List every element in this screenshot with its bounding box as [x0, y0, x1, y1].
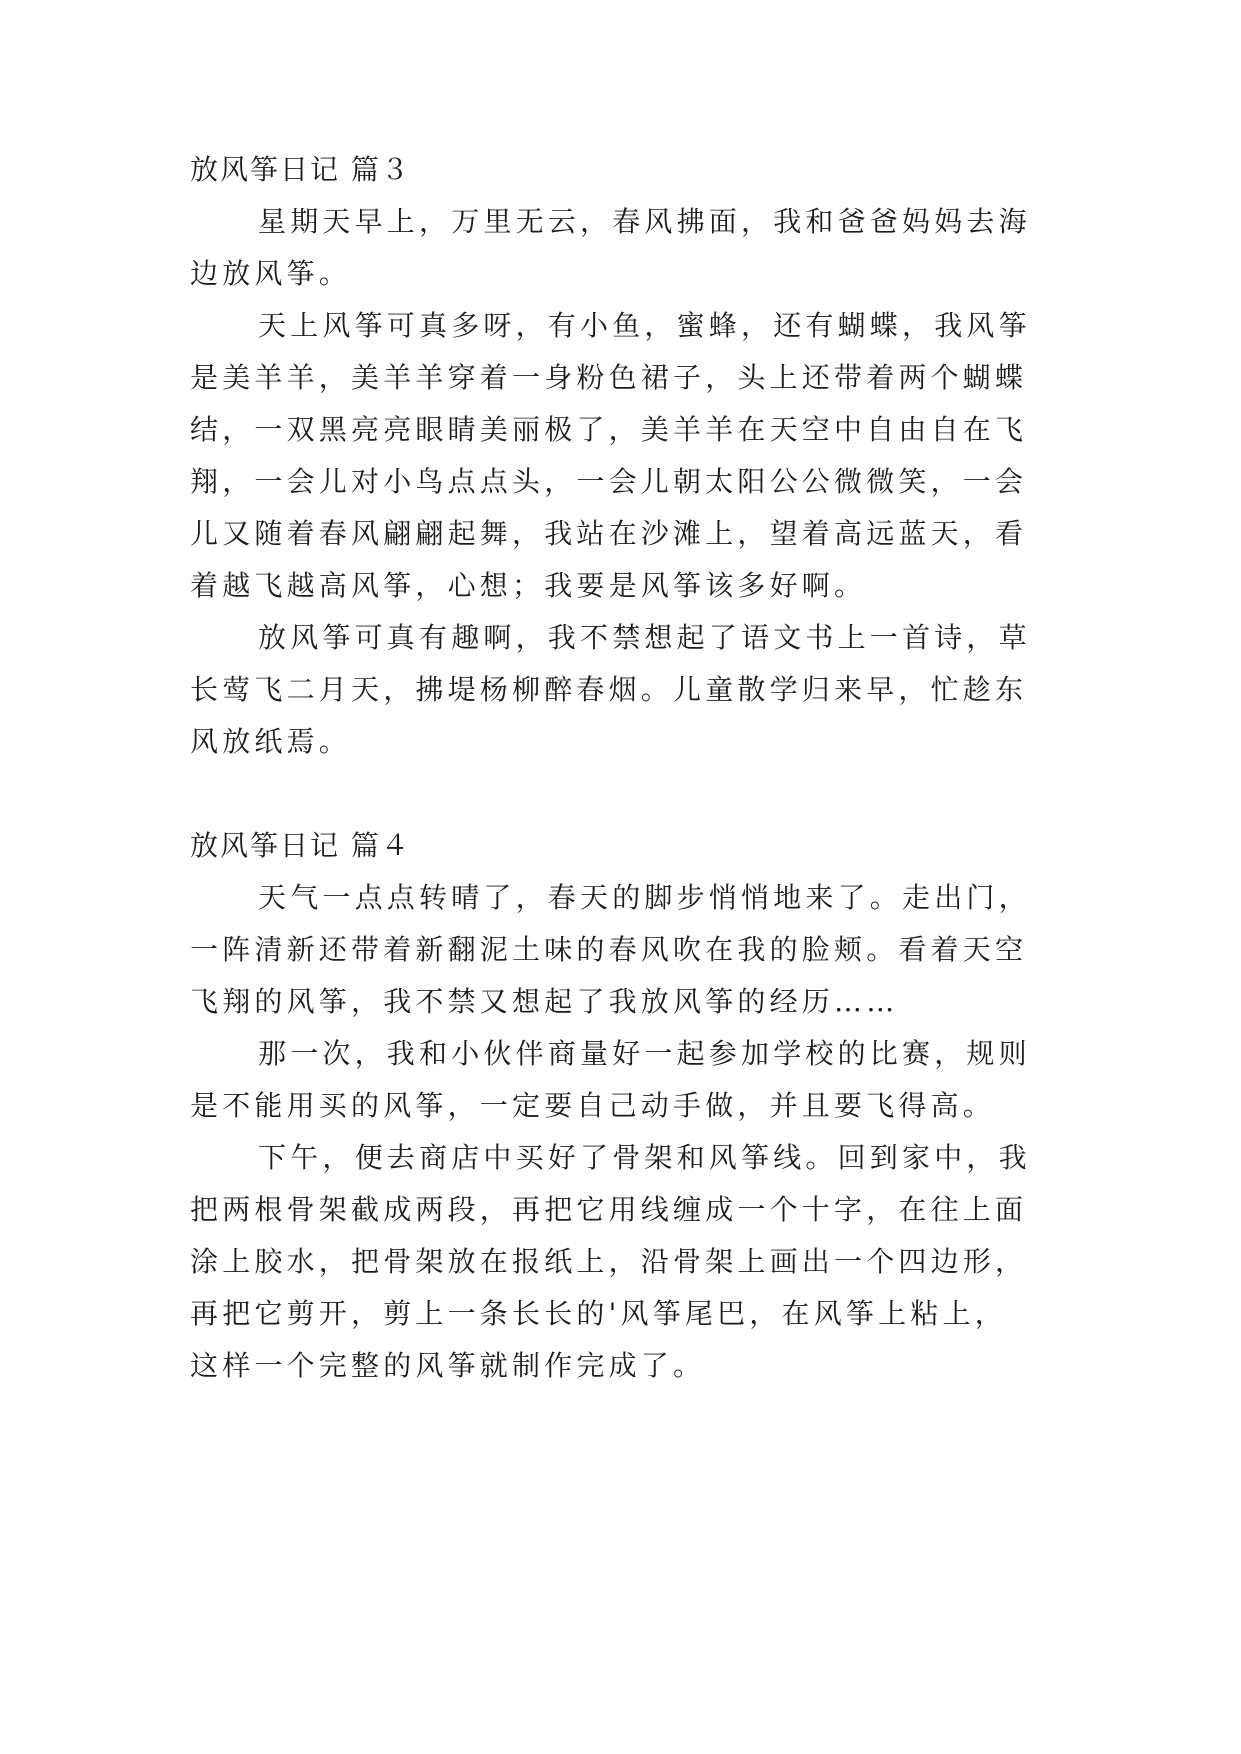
paragraph-line: 是美羊羊，美羊羊穿着一身粉色裙子，头上还带着两个蝴蝶 [190, 361, 1028, 394]
paragraph-line: 天上风筝可真多呀，有小鱼，蜜蜂，还有蝴蝶，我风筝 [258, 309, 1031, 342]
paragraph-line: 风放纸焉。 [190, 725, 352, 758]
paragraph-line: 着越飞越高风筝，心想；我要是风筝该多好啊。 [190, 569, 867, 602]
paragraph-line: 那一次，我和小伙伴商量好一起参加学校的比赛，规则 [258, 1037, 1031, 1070]
paragraph-line: 涂上胶水，把骨架放在报纸上，沿骨架上画出一个四边形， [190, 1245, 1028, 1278]
paragraph-line: 儿又随着春风翩翩起舞，我站在沙滩上，望着高远蓝天，看 [190, 517, 1028, 550]
section-title: 放风筝日记 篇３ [190, 153, 411, 186]
paragraph-line: 边放风筝。 [190, 257, 352, 290]
paragraph-line: 星期天早上，万里无云，春风拂面，我和爸爸妈妈去海 [258, 205, 1031, 238]
paragraph-line: 一阵清新还带着新翻泥土味的春风吹在我的脸颊。看着天空 [190, 933, 1028, 966]
paragraph-line: 长莺飞二月天，拂堤杨柳醉春烟。儿童散学归来早，忙趁东 [190, 673, 1028, 706]
paragraph-line: 把两根骨架截成两段，再把它用线缠成一个十字，在往上面 [190, 1193, 1028, 1226]
paragraph-line: 结，一双黑亮亮眼睛美丽极了，美羊羊在天空中自由自在飞 [190, 413, 1028, 446]
paragraph-line: 这样一个完整的风筝就制作完成了。 [190, 1349, 706, 1382]
paragraph-line: 飞翔的风筝，我不禁又想起了我放风筝的经历…… [190, 985, 899, 1018]
paragraph-line: 翔，一会儿对小鸟点点头，一会儿朝太阳公公微微笑，一会 [190, 465, 1028, 498]
paragraph-line: 放风筝可真有趣啊，我不禁想起了语文书上一首诗，草 [258, 621, 1031, 654]
section-title: 放风筝日记 篇４ [190, 829, 411, 862]
paragraph-line: 天气一点点转晴了，春天的脚步悄悄地来了。走出门， [258, 881, 1031, 914]
paragraph-line: 再把它剪开，剪上一条长长的'风筝尾巴，在风筝上粘上， [190, 1297, 1007, 1330]
paragraph-line: 下午，便去商店中买好了骨架和风筝线。回到家中，我 [258, 1141, 1031, 1174]
paragraph-line: 是不能用买的风筝，一定要自己动手做，并且要飞得高。 [190, 1089, 996, 1122]
